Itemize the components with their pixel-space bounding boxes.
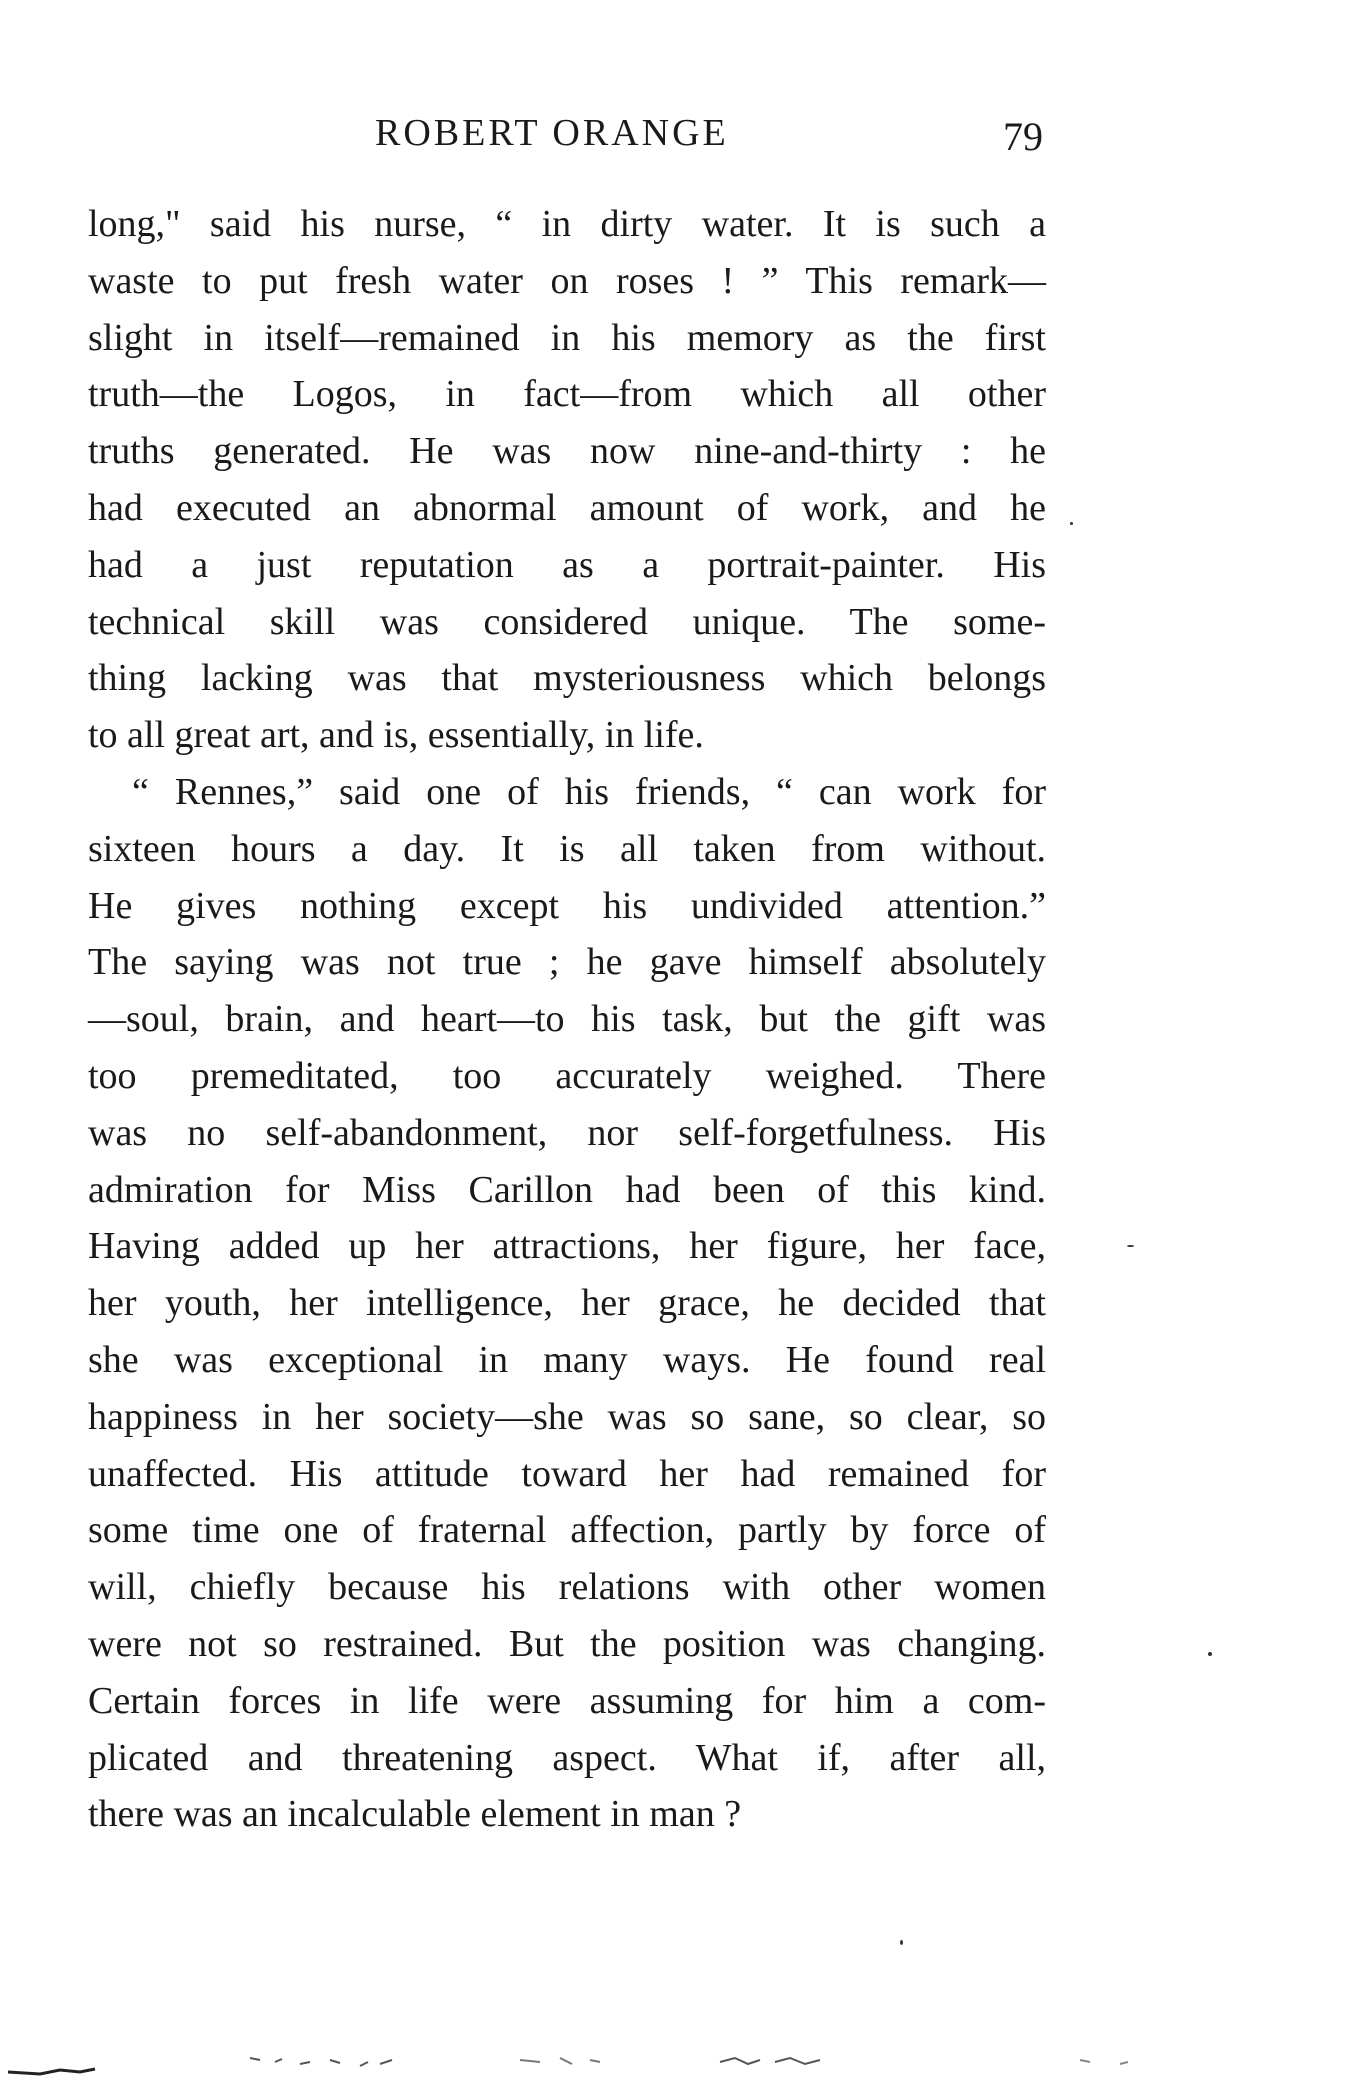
scan-noise	[0, 2040, 1368, 2080]
text-line: sixteen hours a day. It is all taken from without.	[88, 827, 1046, 870]
text-line: thing lacking was that mysteriousness which belongs	[88, 657, 1046, 700]
text-line: The saying was not true ; he gave himself absolutely	[88, 941, 1046, 984]
text-line: were not so restrained. But the position was changing.	[88, 1622, 1046, 1665]
text-line: Having added up her attractions, her figure, her face,	[88, 1225, 1046, 1268]
scan-speck	[1070, 522, 1073, 525]
page-number: 79	[1003, 114, 1043, 159]
text-line: too premeditated, too accurately weighed. There	[88, 1054, 1046, 1097]
text-line: “ Rennes,” said one of his friends, “ can work for	[132, 770, 1046, 813]
text-line: He gives nothing except his undivided attention.”	[88, 884, 1046, 927]
text-line: admiration for Miss Carillon had been of this kind.	[88, 1168, 1046, 1211]
scan-speck	[1208, 1652, 1212, 1656]
text-line: waste to put fresh water on roses ! ” This remark—	[88, 259, 1046, 302]
text-line: was no self-abandonment, nor self-forgetfulness. His	[88, 1111, 1046, 1154]
text-line: technical skill was considered unique. The some-	[88, 600, 1046, 643]
text-line: Certain forces in life were assuming for him a com-	[88, 1679, 1046, 1722]
text-line: there was an incalculable element in man ?	[88, 1793, 742, 1836]
body-text	[88, 196, 1046, 1843]
text-line: happiness in her society—she was so sane, so clear, so	[88, 1395, 1046, 1438]
text-line: long," said his nurse, “ in dirty water. It is such a	[88, 203, 1046, 245]
scan-speck	[900, 1940, 903, 1945]
running-head	[0, 108, 1368, 158]
text-line: —soul, brain, and heart—to his task, but the gift was	[88, 998, 1046, 1041]
text-line: had a just reputation as a portrait-painter. His	[88, 543, 1046, 586]
scan-speck	[1127, 1245, 1134, 1247]
text-line: will, chiefly because his relations with other women	[88, 1566, 1046, 1609]
running-title: ROBERT ORANGE	[375, 112, 729, 154]
text-line: she was exceptional in many ways. He found real	[88, 1338, 1046, 1381]
text-line: plicated and threatening aspect. What if, after all,	[88, 1736, 1046, 1779]
text-line: truths generated. He was now nine-and-thirty : he	[88, 430, 1046, 473]
text-line: had executed an abnormal amount of work, and he	[88, 486, 1046, 529]
text-line: truth—the Logos, in fact—from which all other	[88, 373, 1046, 416]
text-line: slight in itself—remained in his memory as the first	[88, 316, 1046, 359]
text-line: some time one of fraternal affection, partly by force of	[88, 1509, 1046, 1552]
text-line: to all great art, and is, essentially, in life.	[88, 714, 704, 757]
text-line: unaffected. His attitude toward her had remained for	[88, 1452, 1046, 1495]
text-line: her youth, her intelligence, her grace, he decided that	[88, 1282, 1046, 1325]
